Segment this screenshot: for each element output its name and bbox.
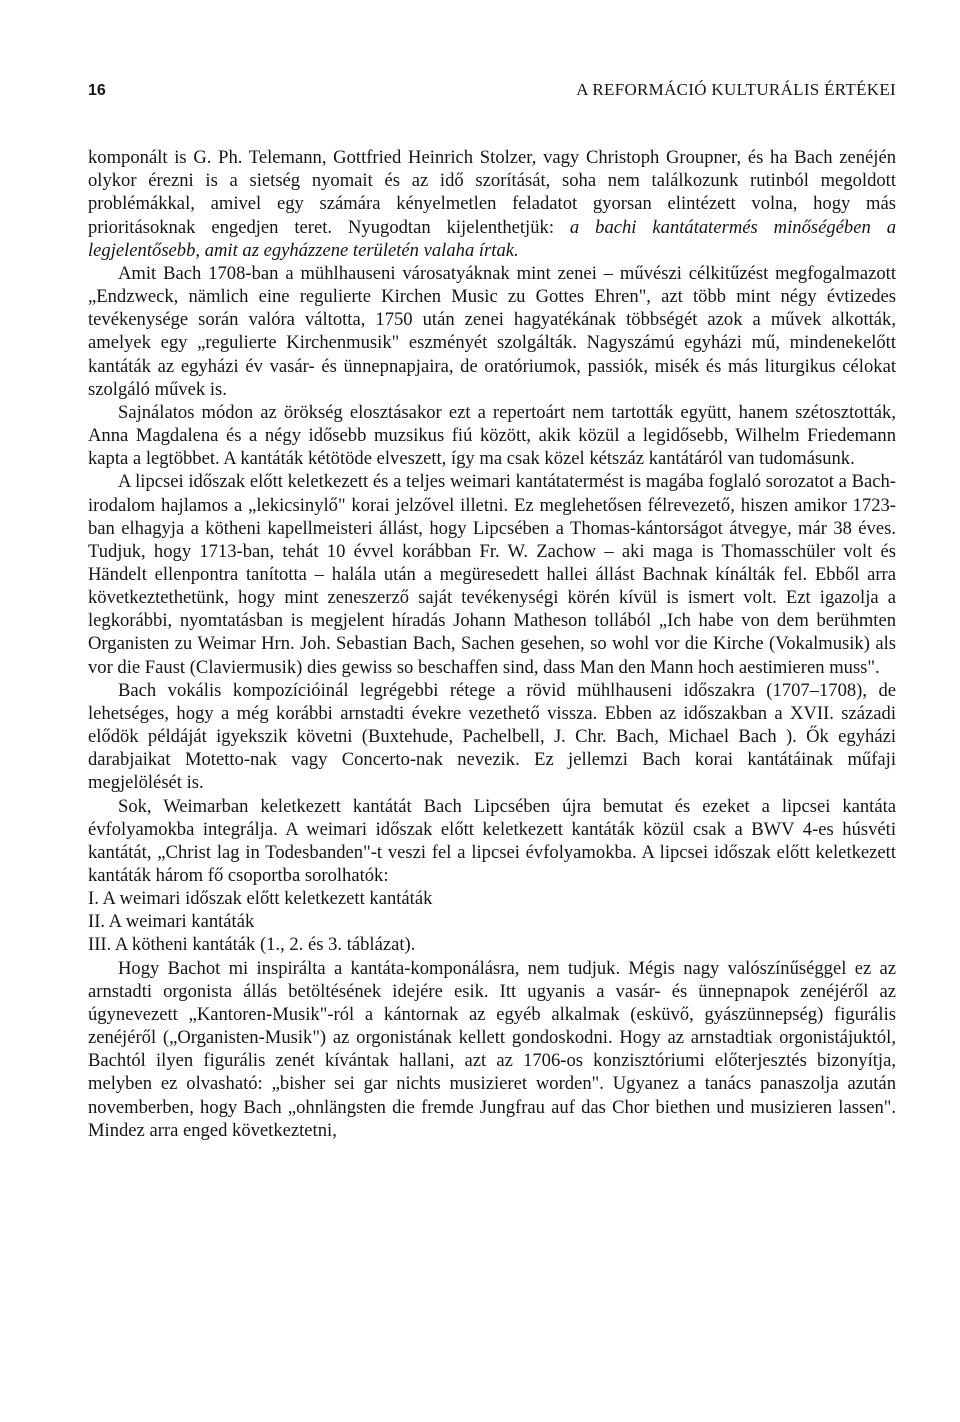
paragraph: Hogy Bachot mi inspirálta a kantáta-komponálásra, nem tudjuk. Mégis nagy valószínűséggel ez az arnstadti orgonista állás betöltésének idejére esik. Itt ugyanis a vasár- és ünnepnapok zenéjéről az úgynevezett „Kantoren-Musik"-ról a kántornak az egyéb alkalmak (esküvő, gyászünnepség) figurális zenéjéről („Organisten-Musik") az orgonistának kellett gondoskodni. Hogy az arnstadtiak orgonistájuktól, Bachtól ilyen figurális zenét kívántak hallani, azt az 1706-os konzisztóriumi előterjesztés bizonyítja, melyben ez olvasható: „bisher sei gar nichts musizieret worden". Ugyanez a tanács panaszolja azután novemberben, hogy Bach „ohnlängsten die fremde Jungfrau auf das Chor biethen und musizieren lassen". Mindez arra enged következtetni, — [88, 957, 896, 1141]
cantata-group-list — [88, 887, 896, 956]
list-item: III. A kötheni kantáták (1., 2. és 3. táblázat). — [88, 934, 416, 956]
book-page — [88, 78, 896, 1142]
paragraph: Sok, Weimarban keletkezett kantátát Bach Lipcsében újra bemutat és ezeket a lipcsei kantáta évfolyamokba integrálja. A weimari időszak előtt keletkezett kantáták közül csak a BWV 4-es húsvéti kantátát, „Christ lag in Todesbanden"-t veszi fel a lipcsei évfolyamokba. A lipcsei időszak előtt keletkezett kantáták három fő csoportba sorolhatók: — [88, 795, 896, 886]
paragraph: Bach vokális kompozícióinál legrégebbi rétege a rövid mühlhauseni időszakra (1707–1708), de lehetséges, hogy a még korábbi arnstadti évekre vezethető vissza. Ebben az időszakban a XVII. századi elődök példáját igyekszik követni (Buxtehude, Pachelbell, J. Chr. Bach, Michael Bach ). Ők egyházi darabjaikat Motetto-nak vagy Concerto-nak nevezik. Ez jellemzi Bach korai kantátáinak műfaji megjelölését is. — [88, 679, 896, 794]
list-item: I. A weimari időszak előtt keletkezett kantáták — [88, 888, 433, 910]
running-title: A REFORMÁCIÓ KULTURÁLIS ÉRTÉKEI — [576, 80, 896, 99]
page-number: 16 — [88, 82, 106, 99]
paragraph: Amit Bach 1708-ban a mühlhauseni városatyáknak mint zenei – művészi célkitűzést megfogalmazott „Endzweck, nämlich eine regulierte Kirchen Music zu Gottes Ehren", azt több mint négy évtizedes tevékenysége során valóra váltotta, 1750 után zenei hagyatékának többségét azok a művek alkották, amelyek egy „regulierte Kirchenmusik" eszményét szolgálták. Nagyszámú egyházi mű, mindenekelőtt kantáták az egyházi év vasár- és ünnepnapjaira, de oratóriumok, passiók, misék és más liturgikus célokat szolgáló művek is. — [88, 262, 896, 400]
running-head — [88, 78, 896, 102]
emphasis-text: a bachi kantátatermés minőségében a legjelentősebb, amit az egyházzene területén valaha írtak. — [88, 216, 896, 261]
paragraph-continuation — [88, 146, 896, 262]
list-item: II. A weimari kantáták — [88, 911, 255, 933]
paragraph: Sajnálatos módon az örökség elosztásakor ezt a repertoárt nem tartották együtt, hanem szétosztották, Anna Magdalena és a négy idősebb muzsikus fiú között, akik közül a legidősebb, Wilhelm Friedemann kapta a legtöbbet. A kantáták kétötöde elveszett, így ma csak közel kétszáz kantátáról van tudomásunk. — [88, 401, 896, 470]
paragraph: A lipcsei időszak előtt keletkezett és a teljes weimari kantátatermést is magába foglaló sorozatot a Bach-irodalom hajlamos a „lekicsinylő" korai jelzővel illetni. Ez meglehetősen félrevezető, hiszen amikor 1723-ban elhagyja a kötheni kapellmeisteri állást, hogy Lipcsében a Thomas-kántorságot átvegye, már 38 éves. Tudjuk, hogy 1713-ban, tehát 10 évvel korábban Fr. W. Zachow – aki maga is Thomasschüler volt és Händelt ellenpontra tanította – halála után a megüresedett hallei állást Bachnak kínálták fel. Ebből arra következtethetünk, hogy mint zeneszerző saját tevékenységi körén kívül is ismert volt. Ezt igazolja a legkorábbi, nyomtatásban is megjelent híradás Johann Matheson tollából „Ich habe von dem berühmten Organisten zu Weimar Hrn. Joh. Sebastian Bach, Sachen gesehen, so wohl vor die Kirche (Vokalmusik) als vor die Faust (Claviermusik) dies gewiss so beschaffen sind, dass Man den Mann hoch aestimieren muss". — [88, 471, 896, 678]
paragraph-text: komponált is G. Ph. Telemann, Gottfried Heinrich Stolzer, vagy Christoph Groupner, és ha Bach zenéjén olykor érezni is a sietség nyomait és az idő szorítását, soha nem találkozunk rutinból megoldott problémákkal, amivel egy számára kényelmetlen feladatot gyorsan elintézett volna, hogy más prioritásoknak engedjen teret. Nyugodtan kijelenthetjük: — [88, 147, 896, 238]
